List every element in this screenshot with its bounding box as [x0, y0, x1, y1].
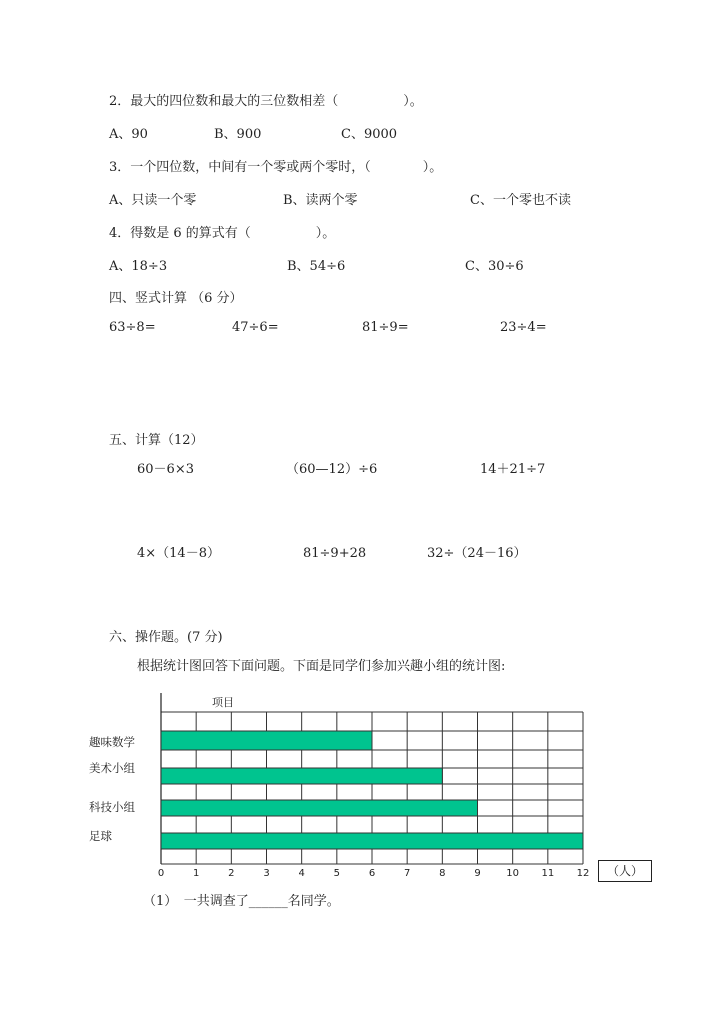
q3-option-b: B、读两个零 — [283, 193, 358, 208]
calc-item: 23÷4= — [500, 320, 547, 335]
question-4: 4．得数是 6 的算式有（ ）。 — [109, 226, 336, 241]
bar-0 — [161, 731, 372, 750]
x-tick-label: 7 — [403, 868, 411, 879]
q4-option-b: B、54÷6 — [287, 259, 346, 274]
calc-item: 81÷9+28 — [303, 546, 367, 561]
category-label: 趣味数学 — [89, 735, 135, 749]
calc-item: 81÷9= — [362, 320, 409, 335]
x-tick-label: 0 — [157, 868, 165, 879]
calc-item: 60－6×3 — [137, 462, 194, 477]
calc-item: 14＋21÷7 — [480, 462, 546, 477]
q3-option-c: C、一个零也不读 — [470, 193, 571, 208]
x-tick-label: 5 — [333, 868, 341, 879]
section-6-intro: 根据统计图回答下面问题。下面是同学们参加兴趣小组的统计图: — [137, 659, 506, 674]
q4-option-c: C、30÷6 — [465, 259, 524, 274]
category-label: 足球 — [89, 829, 112, 843]
x-tick-label: 11 — [541, 868, 555, 879]
category-label: 科技小组 — [89, 800, 135, 814]
section-6-title: 六、操作题。(7 分) — [109, 630, 223, 645]
calc-item: （60—12）÷6 — [286, 462, 378, 477]
q4-option-a: A、18÷3 — [109, 259, 168, 274]
bar-2 — [161, 800, 478, 816]
bar-1 — [161, 768, 442, 784]
category-label: 美术小组 — [89, 761, 135, 775]
x-tick-label: 9 — [474, 868, 481, 879]
calc-item: 32÷（24－16） — [427, 546, 527, 561]
q2-option-c: C、9000 — [341, 127, 398, 142]
q2-option-b: B、900 — [214, 127, 262, 142]
x-tick-label: 4 — [298, 868, 305, 879]
x-tick-label: 10 — [506, 868, 520, 879]
question-2: 2．最大的四位数和最大的三位数相差（ ）。 — [109, 94, 423, 109]
x-tick-label: 2 — [228, 868, 235, 879]
q2-option-a: A、90 — [109, 127, 148, 142]
section-5-title: 五、计算（12） — [109, 433, 204, 448]
question-3: 3．一个四位数，中间有一个零或两个零时，（ ）。 — [109, 160, 443, 175]
x-tick-label: 1 — [192, 868, 200, 879]
x-tick-label: 8 — [439, 868, 446, 879]
y-axis-label: 项目 — [212, 696, 234, 709]
calc-item: 63÷8= — [109, 320, 156, 335]
calc-item: 47÷6= — [232, 320, 279, 335]
calc-item: 4×（14－8） — [137, 546, 220, 561]
chart-question-1: （1） 一共调查了______名同学。 — [143, 894, 340, 909]
x-tick-label: 3 — [263, 868, 270, 879]
x-tick-label: 12 — [576, 868, 590, 879]
x-tick-label: 6 — [368, 868, 376, 879]
bar-3 — [161, 833, 583, 849]
x-axis-unit: （人） — [598, 860, 652, 882]
section-4-title: 四、竖式计算 （6 分） — [109, 291, 243, 306]
q3-option-a: A、只读一个零 — [109, 193, 197, 208]
